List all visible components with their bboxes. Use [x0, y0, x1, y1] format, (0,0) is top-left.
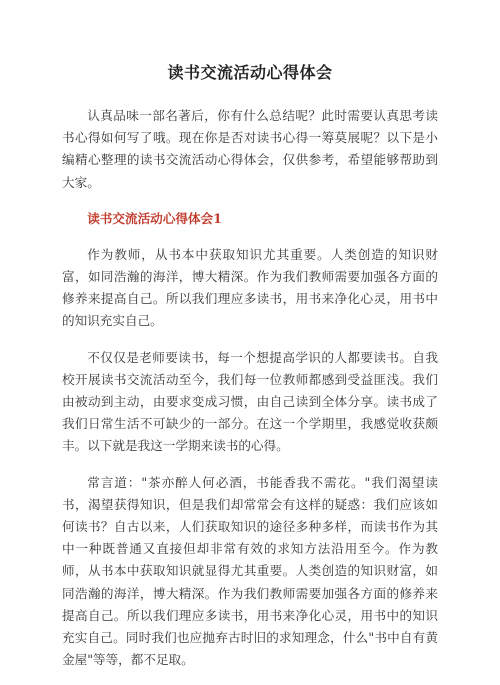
- section-heading: 读书交流活动心得体会1: [87, 210, 222, 226]
- document-title: 读书交流活动心得体会: [167, 63, 333, 82]
- body-paragraph-3: 常言道："茶亦醉人何必酒，书能香我不需花。"我们渴望读书，渴望获得知识，但是我们却常常会有这样的疑惑：我们应该如何读书？自古以来，人们获取知识的途径多种多样，而读书作为其中一种既普通又直接但却非常有效的求知方法沿用至今。作为教师，从书本中获取知识就显得尤其重要。人类创造的知识财富，如同浩瀚的海洋，博大精深。作为我们教师需要加强各方面的修养来提高自己。所以我们理应多读书，用书来净化心灵，用书中的知识充实自己。同时我们也应抛弃古时旧的求知理念，什么"书中自有黄金屋"等等，都不足取。: [62, 474, 438, 668]
- intro-paragraph: 认真品味一部名著后，你有什么总结呢？此时需要认真思考读书心得如何写了哦。现在你是否对读书心得一筹莫展呢？以下是小编精心整理的读书交流活动心得体会，仅供参考，希望能够帮助到大家。: [62, 108, 438, 190]
- document-page: [62, 60, 438, 685]
- body-paragraph-2: 不仅仅是老师要读书，每一个想提高学识的人都要读书。自我校开展读书交流活动至今，我们每一位教师都感到受益匪浅。我们由被动到主动，由要求变成习惯，由自己读到全体分享。读书成了我们日常生活不可缺少的一部分。在这一个学期里，我感觉收获颇丰。以下就是我这一学期来读书的心得。: [62, 349, 438, 454]
- body-paragraph-1: 作为教师，从书本中获取知识尤其重要。人类创造的知识财富，如同浩瀚的海洋，博大精深。作为我们教师需要加强各方面的修养来提高自己。所以我们理应多读书，用书来净化心灵，用书中的知识充实自己。: [62, 246, 438, 329]
